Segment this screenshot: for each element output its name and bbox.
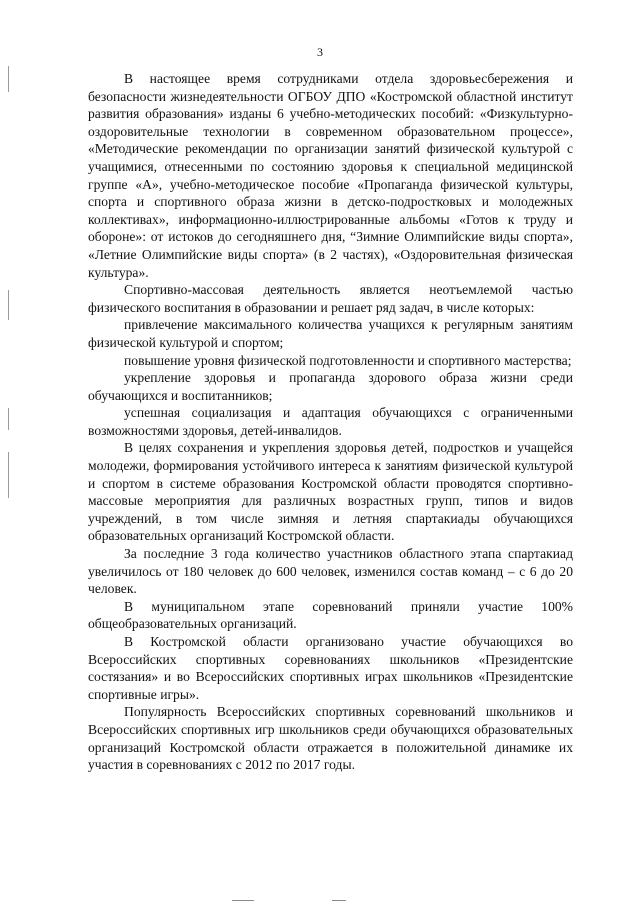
bottom-scan-mark bbox=[332, 900, 346, 901]
paragraph: В настоящее время сотрудниками отдела здоровьесбережения и безопасности жизнедеятельности ОГБОУ ДПО «Костромской областной институт развития образования» изданы 6 учебно-методических пособий: «Физкультурно-оздоровительные технологии в современном образовательном процессе», «Методические рекомендации по организации занятий физической культурой с учащимися, отнесенными по состоянию здоровья к специальной медицинской группе «А», учебно-методическое пособие «Пропаганда физической культуры, спорта и спортивного образа жизни в детско-подростковых и молодежных коллективах», информационно-иллюстрированные альбомы «Готов к труду и обороне»: от истоков до сегодняшнего дня, “Зимние Олимпийские виды спорта», «Летние Олимпийские виды спорта» (в 2 частях), «Оздоровительная физическая культура». bbox=[88, 71, 573, 280]
bottom-scan-mark bbox=[232, 900, 254, 901]
paragraph: За последние 3 года количество участников областного этапа спартакиад увеличилось от 180 человек до 600 человек, изменился состав команд – с 6 до 20 человек. bbox=[88, 546, 573, 597]
paragraph: привлечение максимального количества учащихся к регулярным занятиям физической культурой и спортом; bbox=[88, 317, 573, 350]
page-number: 3 bbox=[317, 45, 323, 59]
margin-scan-mark bbox=[8, 290, 9, 320]
paragraph: Спортивно-массовая деятельность является неотъемлемой частью физического воспитания в образовании и решает ряд задач, в числе которых: bbox=[88, 282, 573, 315]
paragraph: В муниципальном этапе соревнований приняли участие 100% общеобразовательных организаций. bbox=[88, 598, 573, 632]
paragraph: повышение уровня физической подготовленности и спортивного мастерства; bbox=[124, 352, 572, 368]
margin-scan-mark bbox=[8, 408, 9, 430]
paragraph: Популярность Всероссийских спортивных соревнований школьников и Всероссийских спортивных игр школьников среди обучающихся образовательных организаций Костромской области отражается в положительной динамике их участия в соревнованиях с 2012 по 2017 годы. bbox=[88, 704, 573, 773]
paragraph: В Костромской области организовано участие обучающихся во Всероссийских спортивных соревнованиях школьников «Президентские состязания» и во Всероссийских спортивных играх школьников «Президентские спортивные игры». bbox=[88, 634, 573, 702]
paragraph: укрепление здоровья и пропаганда здорового образа жизни среди обучающихся и воспитанников; bbox=[88, 370, 573, 403]
margin-scan-mark bbox=[8, 452, 9, 498]
margin-scan-mark bbox=[8, 66, 9, 92]
document-body bbox=[88, 70, 573, 774]
paragraph: В целях сохранения и укрепления здоровья детей, подростков и учащейся молодежи, формирования устойчивого интереса к занятиям физической культурой и спортом в системе образования Костромской области проводятся спортивно-массовые мероприятия для различных возрастных групп, типов и видов учреждений, в том числе зимняя и летняя спартакиады обучающихся образовательных организаций Костромской области. bbox=[88, 440, 573, 544]
paragraph: успешная социализация и адаптация обучающихся с ограниченными возможностями здоровья, детей-инвалидов. bbox=[88, 405, 573, 438]
